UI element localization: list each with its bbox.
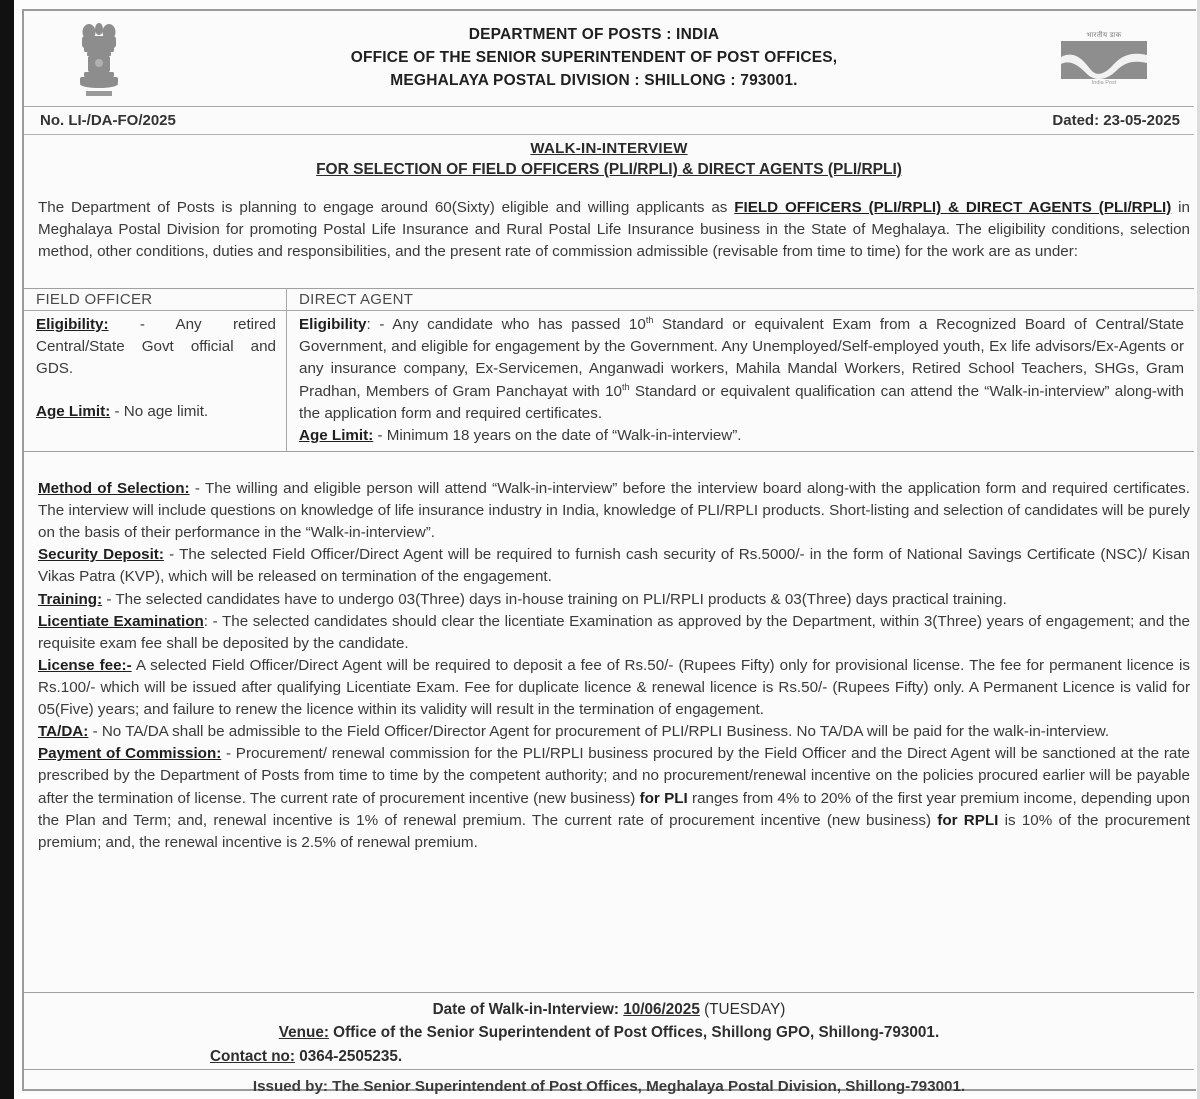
commission-text-b: ranges from 4% to 20% of the first year premium income, depending upon the Plan and Term; and, renewal incentive is 1% of renewal premium. The current rate of procurement incentive (new business) [38,789,1190,829]
clause-label: TA/DA: [38,723,89,741]
da-age-limit [299,425,1184,447]
da-age-text: - Minimum 18 years on the date of “Walk-in-interview”. [373,427,742,445]
title-selection-of-posts: FOR SELECTION OF FIELD OFFICERS (PLI/RPLI) & DIRECT AGENTS (PLI/RPLI) [316,161,902,178]
table-cell-field-officer [24,311,287,451]
interview-details-box [24,992,1194,1070]
emblem-cell [24,15,174,103]
commission-label: Payment of Commission: [38,745,222,763]
logo-top-text: भारतीय डाक [1086,32,1122,39]
clause-label: Method of Selection: [38,480,190,497]
cell-spacer [36,381,276,401]
da-eligibility [299,314,1184,425]
header-line-3: MEGHALAYA POSTAL DIVISION : SHILLONG : 793001. [390,71,798,89]
interview-day: (TUESDAY) [704,1001,786,1018]
issued-by-line: Issued by: The Senior Superintendent of Post Offices, Meghalaya Postal Division, Shillong-793001. [252,1078,966,1095]
clause-label: Licentiate Examination [38,612,204,630]
intro-bold-posts: FIELD OFFICERS (PLI/RPLI) & DIRECT AGENTS (PLI/RPLI) [734,199,1172,216]
contact-label: Contact no: [210,1047,295,1065]
clause-text: - No TA/DA shall be admissible to the Field Officer/Director Agent for procurement of PLI/RPLI Business. No TA/DA will be paid for the walk-in-interview. [88,723,1110,741]
intro-part-2: in Meghalaya Postal Division for promoting Postal Life Insurance and Rural Postal Life Insurance business in the State of Meghalaya. The eligibility conditions, selection method, other conditions, duties and responsibilities, and the present rate of commission admissible (revisable from time to time) for the work are as under: [38,199,1190,261]
logo-bottom-text: India Post [1091,80,1117,86]
table-header-field-officer: FIELD OFFICER [24,289,287,310]
header-line-1: DEPARTMENT OF POSTS : INDIA [468,26,720,44]
clause-text: - The selected candidates have to undergo 03(Three) days in-house training on PLI/RPLI products & 03(Three) days practical training. [102,590,1007,608]
venue-line [24,1021,1194,1044]
venue-label: Venue: [278,1024,329,1042]
clause-licentiate-examination [38,611,1190,655]
logo-cell [1014,31,1194,86]
da-eligibility-label: Eligibility [299,316,367,334]
table-cell-direct-agent [287,311,1194,451]
commission-bold-pli: for PLI [639,789,688,807]
reference-line [24,107,1194,135]
clause-license-fee [38,655,1190,721]
da-elig-c: Standard or equivalent qualification can attend the “Walk-in-interview” along-with the application form and required certificates. [299,382,1184,422]
fo-eligibility-label: Eligibility: [36,316,109,333]
da-sup-1: th [645,315,654,325]
scan-edge-left [0,0,14,1099]
clause-security-deposit [38,544,1190,588]
clause-label: Security Deposit: [38,546,164,564]
clause-payment-of-commission [38,743,1190,854]
intro-part-1: The Department of Posts is planning to engage around 60(Sixty) eligible and willing applicants as [38,199,735,216]
header-line-2: OFFICE OF THE SENIOR SUPERINTENDENT OF POST OFFICES, [350,49,838,67]
clause-label: Training: [38,590,103,608]
contact-value: 0364-2505235. [294,1047,403,1065]
clauses-block [38,478,1190,854]
clause-label: License fee:- [38,656,132,674]
table-body-row [24,311,1194,451]
contact-line [24,1045,1194,1068]
fo-age-limit [36,401,276,423]
reference-number: No. LI-/DA-FO/2025 [40,112,176,129]
interview-date-value: 10/06/2025 [623,1001,700,1018]
da-age-label: Age Limit: [299,427,374,445]
interview-date-line [24,998,1194,1021]
fo-age-label: Age Limit: [36,402,111,420]
letterhead [24,11,1194,107]
table-header-row [24,289,1194,311]
da-elig-a: : - Any candidate who has passed 10 [366,316,646,334]
india-post-logo-icon [1061,31,1147,86]
commission-text-a: - Procurement/ renewal commission for the PLI/RPLI business procured by the Field Officer and the Direct Agent will be sanctioned at the rate prescribed by the Department of Posts from time to time by the competent authority; and no procurement/renewal incentive on the policies procured earlier will be payable after the termination of license. The current rate of procurement incentive (new business) [38,745,1190,807]
clause-text: : - The selected candidates should clear the licentiate Examination as approved by the Department, within 3(Three) years of engagement; and the requisite exam fee shall be deposited by the candidate. [38,612,1190,652]
notice-titles [24,140,1194,179]
da-sup-2: th [622,381,630,392]
eligibility-table [24,288,1194,452]
national-emblem-icon [71,19,127,103]
fo-eligibility-text: - Any retired Central/State Govt official and GDS. [36,316,276,378]
clause-method-of-selection [38,478,1190,544]
clause-text: - The willing and eligible person will attend “Walk-in-interview” before the interview board along-with the application form and required certificates. The interview will include questions on knowledge of life insurance industry in India, knowledge of PLI/RPLI products. Short-listing and selection of candidates will be purely on the basis of their performance in the “Walk-in-interview”. [38,480,1190,542]
fo-age-text: - No age limit. [110,402,209,420]
title-walk-in-interview: WALK-IN-INTERVIEW [530,140,688,157]
logo-mark [1061,41,1147,79]
clause-ta-da [38,721,1190,743]
table-header-direct-agent: DIRECT AGENT [299,291,414,308]
da-elig-b: Standard or equivalent Exam from a Recognized Board of Central/State Government, and eligible for engagement by the Government. Any Unemployed/Self-employed youth, Ex life advisors/Ex-Agents or any insurance company, Ex-Servicemen, Anganwadi workers, Mahila Mandal Workers, Retired School Teachers, SHGs, Gram Pradhan, Members of Gram Panchayat with 10 [299,316,1184,400]
interview-date-label: Date of Walk-in-Interview: [432,1001,620,1018]
reference-date: Dated: 23-05-2025 [1052,112,1180,129]
venue-value: Office of the Senior Superintendent of Post Offices, Shillong GPO, Shillong-793001. [328,1024,940,1042]
commission-text-c: is 10% of the procurement premium; and, the renewal incentive is 2.5% of renewal premium. [38,811,1190,851]
clause-text: A selected Field Officer/Direct Agent will be required to deposit a fee of Rs.50/- (Rupees Fifty) only for provisional license. The fee for permanent licence is Rs.100/- which will be issued after qualifying Licentiate Exam. Fee for duplicate licence & renewal licence is Rs.50/- (Rupees Fifty) only. A Permanent Licence is valid for 05(Five) years; and failure to renew the licence within its validity will result in the termination of engagement. [38,656,1190,719]
intro-paragraph [38,197,1190,264]
fo-eligibility [36,314,276,381]
clause-text: - The selected Field Officer/Direct Agent will be required to furnish cash security of Rs.5000/- in the form of National Savings Certificate (NSC)/ Kisan Vikas Patra (KVP), which will be released on termination of the engagement. [38,546,1191,586]
clause-training [38,589,1190,611]
header-text-block [174,24,1014,93]
commission-bold-rpli: for RPLI [937,811,999,829]
